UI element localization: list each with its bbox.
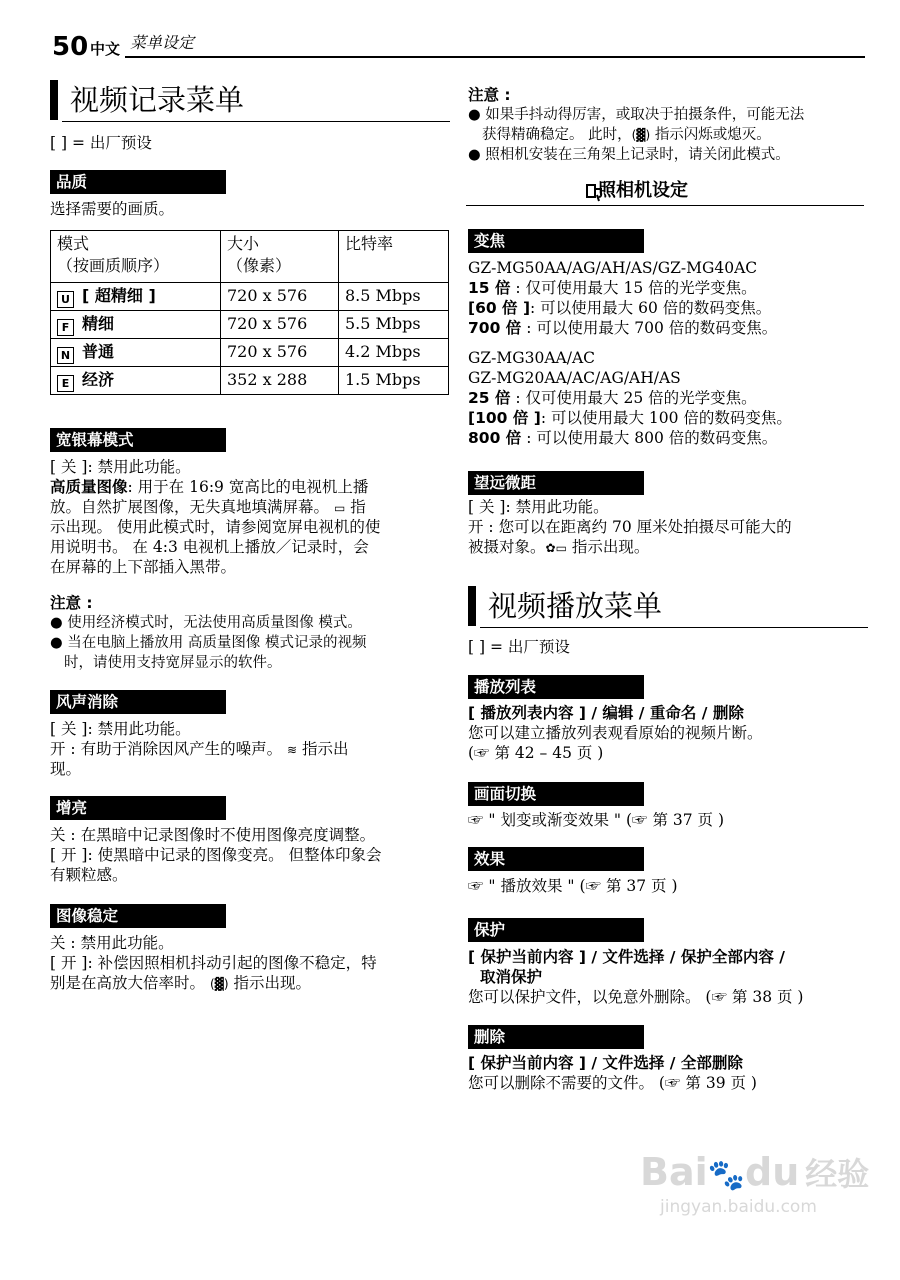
mode-e-icon: E [57,375,74,392]
gain-on-line: [ 开 ]: 使黑暗中记录的图像变亮。 但整体印象会 [50,846,382,864]
stabilizer-icon: (▓) [631,128,651,142]
dis-on-line-cont: 别是在高放大倍率时。 (▓) 指示出现。 [50,974,311,992]
table-row: U [ 超精细 ] 720 x 576 8.5 Mbps [51,283,449,311]
dis-on-line: [ 开 ]: 补偿因照相机抖动引起的图像不稳定，特 [50,954,377,972]
note-title: 注意 : [50,594,93,612]
camera-settings-title: 照相机设定 [598,180,688,201]
zoom-label: 变焦 [468,229,644,253]
delete-options: [ 保护当前内容 ] / 文件选择 / 全部删除 [468,1054,743,1072]
right-note-item-1-cont: 获得精确稳定。 此时，(▓) 指示闪烁或熄灭。 [482,127,771,143]
watermark-brand-a: Bai [640,1150,708,1194]
wide-hq-line3: 示出现。 使用此模式时，请参阅宽屏电视机的使 [50,518,381,536]
title-rule [480,627,868,628]
table-header-mode: 模式 （按画质顺序） [51,231,221,283]
gain-on-line-cont: 有颗粒感。 [50,866,128,884]
table-row: E 经济 352 x 288 1.5 Mbps [51,367,449,395]
zoom-800x-line: 800 倍 : 可以使用最大 800 倍的数码变焦。 [468,429,778,447]
table-header-size: 大小 （像素） [221,231,339,283]
wide-mode-label: 宽银幕模式 [50,428,226,452]
title-rule [62,121,450,122]
zoom-100x-line: [100 倍 ]: 可以使用最大 100 倍的数码变焦。 [468,409,792,427]
zoom-60x-line: [60 倍 ]: 可以使用最大 60 倍的数码变焦。 [468,299,772,317]
language-label: 中文 [90,40,121,58]
title-bar-marker [50,80,58,120]
baidu-watermark [640,1150,869,1217]
stabilizer-icon: (▓) [209,977,229,991]
playlist-ref: (☞ 第 42 – 45 页 ) [468,744,604,762]
effect-ref: ☞ " 播放效果 " (☞ 第 37 页 ) [468,877,678,895]
zoom-25x-line: 25 倍 : 仅可使用最大 25 倍的光学变焦。 [468,389,757,407]
wind-off-line: [ 关 ]: 禁用此功能。 [50,720,191,738]
playlist-options: [ 播放列表内容 ] / 编辑 / 重命名 / 删除 [468,704,744,722]
gain-up-label: 增亮 [50,796,226,820]
wind-on-line: 开 : 有助于消除因风产生的噪声。 ≋ 指示出 [50,740,349,758]
protect-label: 保护 [468,918,644,942]
delete-label: 删除 [468,1025,644,1049]
note-item-1: ● 使用经济模式时，无法使用高质量图像 模式。 [50,615,362,631]
mode-n-icon: N [57,347,74,364]
right-note-title: 注意 : [468,86,511,104]
video-playback-menu-title: 视频播放菜单 [488,589,663,623]
tele-off-line: [ 关 ]: 禁用此功能。 [468,498,609,516]
title-bar-marker [468,586,476,626]
widescreen-icon: ▭ [333,501,346,515]
wind-icon: ≋ [287,743,298,757]
gain-off-line: 关 : 在黑暗中记录图像时不使用图像亮度调整。 [50,826,376,844]
wide-hq-line4: 用说明书。 在 4:3 电视机上播放／记录时，会 [50,538,369,556]
tele-on-line: 开 : 您可以在距离约 70 厘米处拍摄尽可能大的 [468,518,792,536]
wide-hq-line2: 放。自然扩展图像，无失真地填满屏幕。 ▭ 指 [50,498,366,516]
table-row: F 精细 720 x 576 5.5 Mbps [51,311,449,339]
page-number: 50 [52,32,89,62]
playlist-label: 播放列表 [468,675,644,699]
zoom-model-group-2b: GZ-MG20AA/AC/AG/AH/AS [468,369,681,387]
wide-hq-line: 高质量图像: 用于在 16:9 宽高比的电视机上播 [50,478,369,496]
note-item-2-cont: 时，请使用支持宽屏显示的软件。 [64,655,282,671]
section-title: 菜单设定 [130,33,195,52]
right-note-item-2: ● 照相机安装在三角架上记录时，请关闭此模式。 [468,147,790,163]
wipe-fade-ref: ☞ " 划变或渐变效果 " (☞ 第 37 页 ) [468,811,724,829]
wipe-fade-label: 画面切换 [468,782,644,806]
table-row: N 普通 720 x 576 4.2 Mbps [51,339,449,367]
effect-label: 效果 [468,847,644,871]
protect-options-cont: 取消保护 [480,968,543,986]
wind-cut-label: 风声消除 [50,690,226,714]
factory-default-note: [ ] = 出厂预设 [50,134,152,152]
watermark-brand-c: 经验 [805,1155,870,1193]
zoom-model-group-2a: GZ-MG30AA/AC [468,349,596,367]
tele-on-line-cont: 被摄对象。✿▭ 指示出现。 [468,538,650,556]
zoom-15x-line: 15 倍 : 仅可使用最大 15 倍的光学变焦。 [468,279,757,297]
dis-off-line: 关 : 禁用此功能。 [50,934,174,952]
camera-settings-rule [466,205,864,206]
quality-desc: 选择需要的画质。 [50,200,175,218]
protect-desc: 您可以保护文件，以免意外删除。 (☞ 第 38 页 ) [468,988,804,1006]
wide-off-line: [ 关 ]: 禁用此功能。 [50,458,191,476]
table-header-bitrate: 比特率 [339,231,449,283]
tele-macro-label: 望远微距 [468,471,644,495]
quality-table [50,230,449,395]
mode-f-icon: F [57,319,74,336]
image-stabilizer-label: 图像稳定 [50,904,226,928]
paw-icon: 🐾 [707,1158,745,1193]
wide-hq-line5: 在屏幕的上下部插入黑带。 [50,558,237,576]
watermark-brand-b: du [745,1150,800,1194]
note-item-2: ● 当在电脑上播放用 高质量图像 模式记录的视频 [50,635,367,651]
delete-desc: 您可以删除不需要的文件。 (☞ 第 39 页 ) [468,1074,757,1092]
tele-macro-icon: ✿▭ [545,541,567,555]
zoom-model-group-1: GZ-MG50AA/AG/AH/AS/GZ-MG40AC [468,259,758,277]
table-header-row [51,231,449,283]
factory-default-note-2: [ ] = 出厂预设 [468,638,570,656]
watermark-url: jingyan.baidu.com [660,1197,817,1217]
right-note-item-1: ● 如果手抖动得厉害，或取决于拍摄条件，可能无法 [468,107,805,123]
mode-u-icon: U [57,291,74,308]
zoom-700x-line: 700 倍 : 可以使用最大 700 倍的数码变焦。 [468,319,778,337]
video-record-menu-title: 视频记录菜单 [70,83,245,117]
quality-label: 品质 [50,170,226,194]
protect-options: [ 保护当前内容 ] / 文件选择 / 保护全部内容 / [468,948,785,966]
playlist-desc: 您可以建立播放列表观看原始的视频片断。 [468,724,763,742]
wind-on-line-cont: 现。 [50,760,82,778]
header-rule [125,56,865,58]
